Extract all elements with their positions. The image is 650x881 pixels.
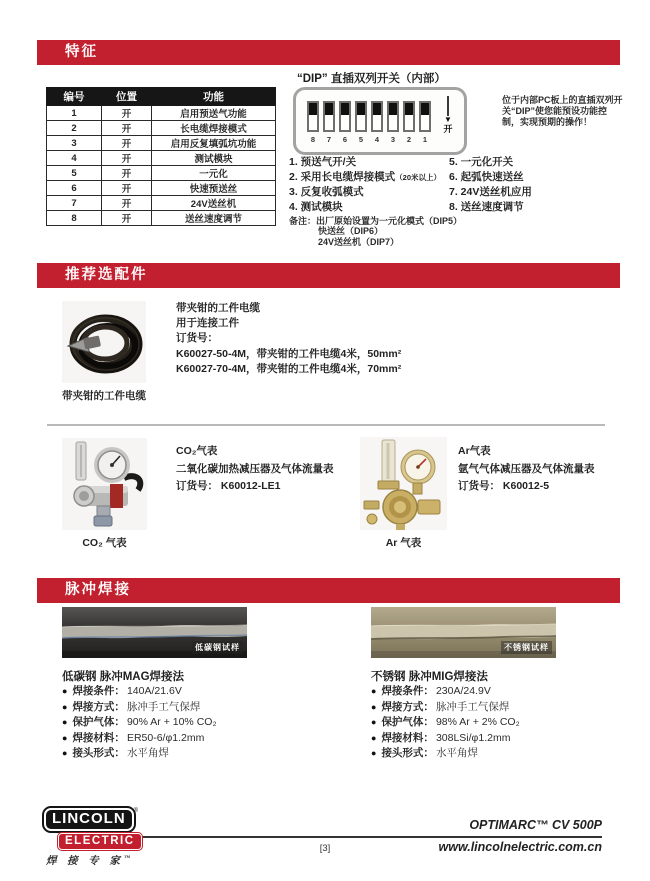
cell-position: 开 xyxy=(102,106,152,121)
spec-value: 脉冲手工气保焊 xyxy=(435,700,510,713)
spec-value: 水平角焊 xyxy=(435,747,478,759)
dip-function-list-left xyxy=(289,155,441,215)
spec-label: 焊接材料： xyxy=(381,731,434,744)
dip-switch-2 xyxy=(403,101,415,132)
bullet-icon: ● xyxy=(371,732,377,743)
col-header-function: 功能 xyxy=(152,88,276,106)
cell-function: 送丝速度调节 xyxy=(152,211,276,226)
dip-switch-3 xyxy=(387,101,399,132)
bullet-icon: ● xyxy=(371,717,377,727)
section-header-accessories: 推荐选配件 xyxy=(37,263,620,288)
table-header-row xyxy=(47,88,276,106)
registered-mark-icon: ® xyxy=(133,808,139,814)
bullet-icon: ● xyxy=(371,686,377,696)
text-line: Ar气表 xyxy=(458,445,491,457)
dip-switch-diagram xyxy=(293,87,467,155)
cell-position: 开 xyxy=(102,196,152,211)
bullet-icon: ● xyxy=(62,701,68,712)
dip-switch-handle xyxy=(357,103,365,115)
dip-switch-1 xyxy=(419,101,431,132)
cell-number: 6 xyxy=(47,181,102,196)
dip-number: 8 xyxy=(310,135,316,144)
spec-row xyxy=(371,684,520,700)
section-header-pulse-welding: 脉冲焊接 xyxy=(37,578,620,603)
cell-function: 启用预送气功能 xyxy=(152,106,276,121)
co2-meter-caption: CO₂ 气表 xyxy=(82,537,127,549)
bullet-icon: ● xyxy=(62,732,68,743)
cell-function: 24V送丝机 xyxy=(152,196,276,211)
website-link[interactable]: www.lincolnelectric.com.cn xyxy=(438,840,602,854)
cell-number: 1 xyxy=(47,106,102,121)
list-item: 5. 一元化开关 xyxy=(449,156,514,168)
list-item: 4. 测试模块 xyxy=(289,201,343,213)
list-item: 3. 反复收弧模式 xyxy=(289,186,364,198)
spec-row xyxy=(62,731,217,747)
weld-sample-label: 低碳钢试样 xyxy=(192,641,243,654)
co2-meter-description xyxy=(176,443,334,496)
dip-on-label: 开 xyxy=(443,124,453,134)
cell-function: 长电缆焊接模式 xyxy=(152,121,276,136)
list-item: 2. 采用长电缆焊接模式（20米以上） xyxy=(289,171,442,183)
ar-meter-caption: Ar 气表 xyxy=(385,537,422,549)
spec-value: 水平角焊 xyxy=(126,747,169,759)
dip-side-note: 位于内部PC板上的直插双列开关“DIP”使您能预设功能控制，实现预期的操作！ xyxy=(502,95,623,127)
cell-position: 开 xyxy=(102,136,152,151)
dip-number: 5 xyxy=(358,135,364,144)
table-row xyxy=(47,196,276,211)
work-cable-description xyxy=(176,301,401,377)
dip-number: 3 xyxy=(390,135,396,144)
cell-number: 7 xyxy=(47,196,102,211)
table-row xyxy=(47,181,276,196)
bullet-icon: ● xyxy=(62,748,68,758)
mild-steel-spec-list xyxy=(62,684,217,762)
text-line: 用于连接工件 xyxy=(176,317,239,330)
dip-switch-row xyxy=(307,101,431,132)
spec-row xyxy=(62,700,217,716)
cell-position: 开 xyxy=(102,151,152,166)
dip-switch-8 xyxy=(307,101,319,132)
dip-switch-handle xyxy=(405,103,413,115)
spec-row xyxy=(371,746,520,762)
spec-value: 230A/24.9V xyxy=(435,685,491,697)
dip-number: 7 xyxy=(326,135,332,144)
spec-label: 焊接方式： xyxy=(381,700,434,713)
dip-switch-handle xyxy=(325,103,333,115)
dip-switch-handle xyxy=(421,103,429,115)
dip-function-list-right xyxy=(449,155,532,215)
dip-number: 2 xyxy=(406,135,412,144)
cell-position: 开 xyxy=(102,166,152,181)
spec-value: 308LSi/φ1.2mm xyxy=(435,731,511,744)
spec-row xyxy=(62,746,217,762)
text-line: 订货号： K60012-LE1 xyxy=(176,480,281,492)
cell-function: 测试模块 xyxy=(152,151,276,166)
dip-switch-handle xyxy=(341,103,349,115)
spec-label: 保护气体： xyxy=(381,716,434,728)
down-arrow-icon: ▼ xyxy=(444,115,452,124)
dip-diagram-title: “DIP” 直插双列开关（内部） xyxy=(297,73,446,85)
arrow-line xyxy=(447,96,449,116)
table-row xyxy=(47,151,276,166)
cell-number: 2 xyxy=(47,121,102,136)
spec-label: 焊接条件： xyxy=(381,685,434,697)
list-item: 1. 预送气开/关 xyxy=(289,156,357,168)
remark-line: 快送丝（DIP6） xyxy=(318,226,384,237)
logo-electric-text: ELECTRIC xyxy=(58,833,142,850)
dip-number: 1 xyxy=(422,135,428,144)
logo-lincoln-text: LINCOLN xyxy=(44,808,134,831)
list-item-note: （20米以上） xyxy=(395,173,442,182)
logo-slogan xyxy=(46,853,156,868)
ar-meter-description xyxy=(458,443,595,496)
spec-value: 98% Ar + 2% CO₂ xyxy=(435,716,520,728)
cell-number: 5 xyxy=(47,166,102,181)
dip-on-direction xyxy=(441,96,455,135)
footer-rule xyxy=(128,836,602,838)
dip-switch-handle xyxy=(309,103,317,115)
cell-position: 开 xyxy=(102,121,152,136)
dip-number: 4 xyxy=(374,135,380,144)
dip-switch-7 xyxy=(323,101,335,132)
co2-regulator-photo xyxy=(62,438,147,530)
stainless-weld-photo xyxy=(371,607,556,658)
text-line: 订货号： K60012-5 xyxy=(458,480,550,492)
dip-switch-handle xyxy=(373,103,381,115)
ar-regulator-photo xyxy=(360,437,447,530)
remark-line: 备注：出厂原始设置为一元化模式（DIP5） xyxy=(289,216,463,226)
dip-switch-6 xyxy=(339,101,351,132)
bullet-icon: ● xyxy=(371,748,377,758)
cell-number: 4 xyxy=(47,151,102,166)
table-row xyxy=(47,211,276,226)
section-divider xyxy=(47,424,605,426)
text-line: CO₂气表 xyxy=(176,445,218,457)
weld-sample-label: 不锈钢试样 xyxy=(501,641,552,654)
dip-switch-4 xyxy=(371,101,383,132)
list-item: 8. 送丝速度调节 xyxy=(449,201,524,213)
list-item: 6. 起弧快速送丝 xyxy=(449,171,524,183)
text-line: K60027-70-4M，带夹钳的工件电缆4米，70mm² xyxy=(176,362,402,375)
spec-label: 焊接方式： xyxy=(72,700,125,713)
spec-row xyxy=(62,684,217,700)
col-header-number: 编号 xyxy=(47,88,102,106)
col-header-position: 位置 xyxy=(102,88,152,106)
spec-value: 140A/21.6V xyxy=(126,685,182,697)
table-row xyxy=(47,136,276,151)
spec-row xyxy=(371,715,520,731)
table-row xyxy=(47,106,276,121)
spec-value: 90% Ar + 10% CO₂ xyxy=(126,716,217,728)
dip-switch-numbers xyxy=(307,135,431,144)
spec-value: ER50-6/φ1.2mm xyxy=(126,731,205,744)
text-line: 氩气气体减压器及气体流量表 xyxy=(458,462,595,475)
spec-label: 保护气体： xyxy=(72,716,125,728)
spec-label: 接头形式： xyxy=(381,747,434,759)
cell-position: 开 xyxy=(102,211,152,226)
dip-function-table xyxy=(46,87,276,226)
spec-row xyxy=(371,731,520,747)
text-line: 带夹钳的工件电缆 xyxy=(176,302,260,314)
text-line: K60027-50-4M，带夹钳的工件电缆4米，50mm² xyxy=(176,347,402,360)
lincoln-electric-logo xyxy=(36,808,156,868)
cell-position: 开 xyxy=(102,181,152,196)
remark-line: 24V送丝机（DIP7） xyxy=(318,236,400,247)
work-cable-caption: 带夹钳的工件电缆 xyxy=(62,390,146,402)
spec-value: 脉冲手工气保焊 xyxy=(126,700,201,713)
dip-switch-5 xyxy=(355,101,367,132)
spec-label: 焊接材料： xyxy=(72,731,125,744)
mild-steel-method-title: 低碳钢 脉冲MAG焊接法 xyxy=(62,671,185,683)
product-name: OPTIMARC™ CV 500P xyxy=(469,818,602,832)
spec-row xyxy=(62,715,217,731)
dip-switch-handle xyxy=(389,103,397,115)
spec-label: 接头形式： xyxy=(72,747,125,759)
dip-number: 6 xyxy=(342,135,348,144)
cell-function: 快速预送丝 xyxy=(152,181,276,196)
work-cable-photo xyxy=(62,301,146,383)
stainless-spec-list xyxy=(371,684,520,762)
trademark-icon: ™ xyxy=(123,855,130,862)
stainless-method-title: 不锈钢 脉冲MIG焊接法 xyxy=(371,671,488,683)
mild-steel-weld-photo xyxy=(62,607,247,658)
table-row xyxy=(47,166,276,181)
spec-row xyxy=(371,700,520,716)
table-row xyxy=(47,121,276,136)
page-number: [3] xyxy=(319,843,331,854)
list-item: 7. 24V送丝机应用 xyxy=(449,186,532,198)
cell-function: 一元化 xyxy=(152,166,276,181)
cell-number: 8 xyxy=(47,211,102,226)
dip-remark xyxy=(289,216,462,247)
section-header-features: 特征 xyxy=(37,40,620,65)
cell-function: 启用反复填弧坑功能 xyxy=(152,136,276,151)
bullet-icon: ● xyxy=(62,717,68,727)
text-line: 二氧化碳加热减压器及气体流量表 xyxy=(176,462,334,475)
spec-label: 焊接条件： xyxy=(72,685,125,697)
bullet-icon: ● xyxy=(62,686,68,696)
text-line: 订货号： xyxy=(176,332,218,345)
bullet-icon: ● xyxy=(371,701,377,712)
cell-number: 3 xyxy=(47,136,102,151)
slogan-text: 焊 接 专 家 xyxy=(46,856,124,867)
